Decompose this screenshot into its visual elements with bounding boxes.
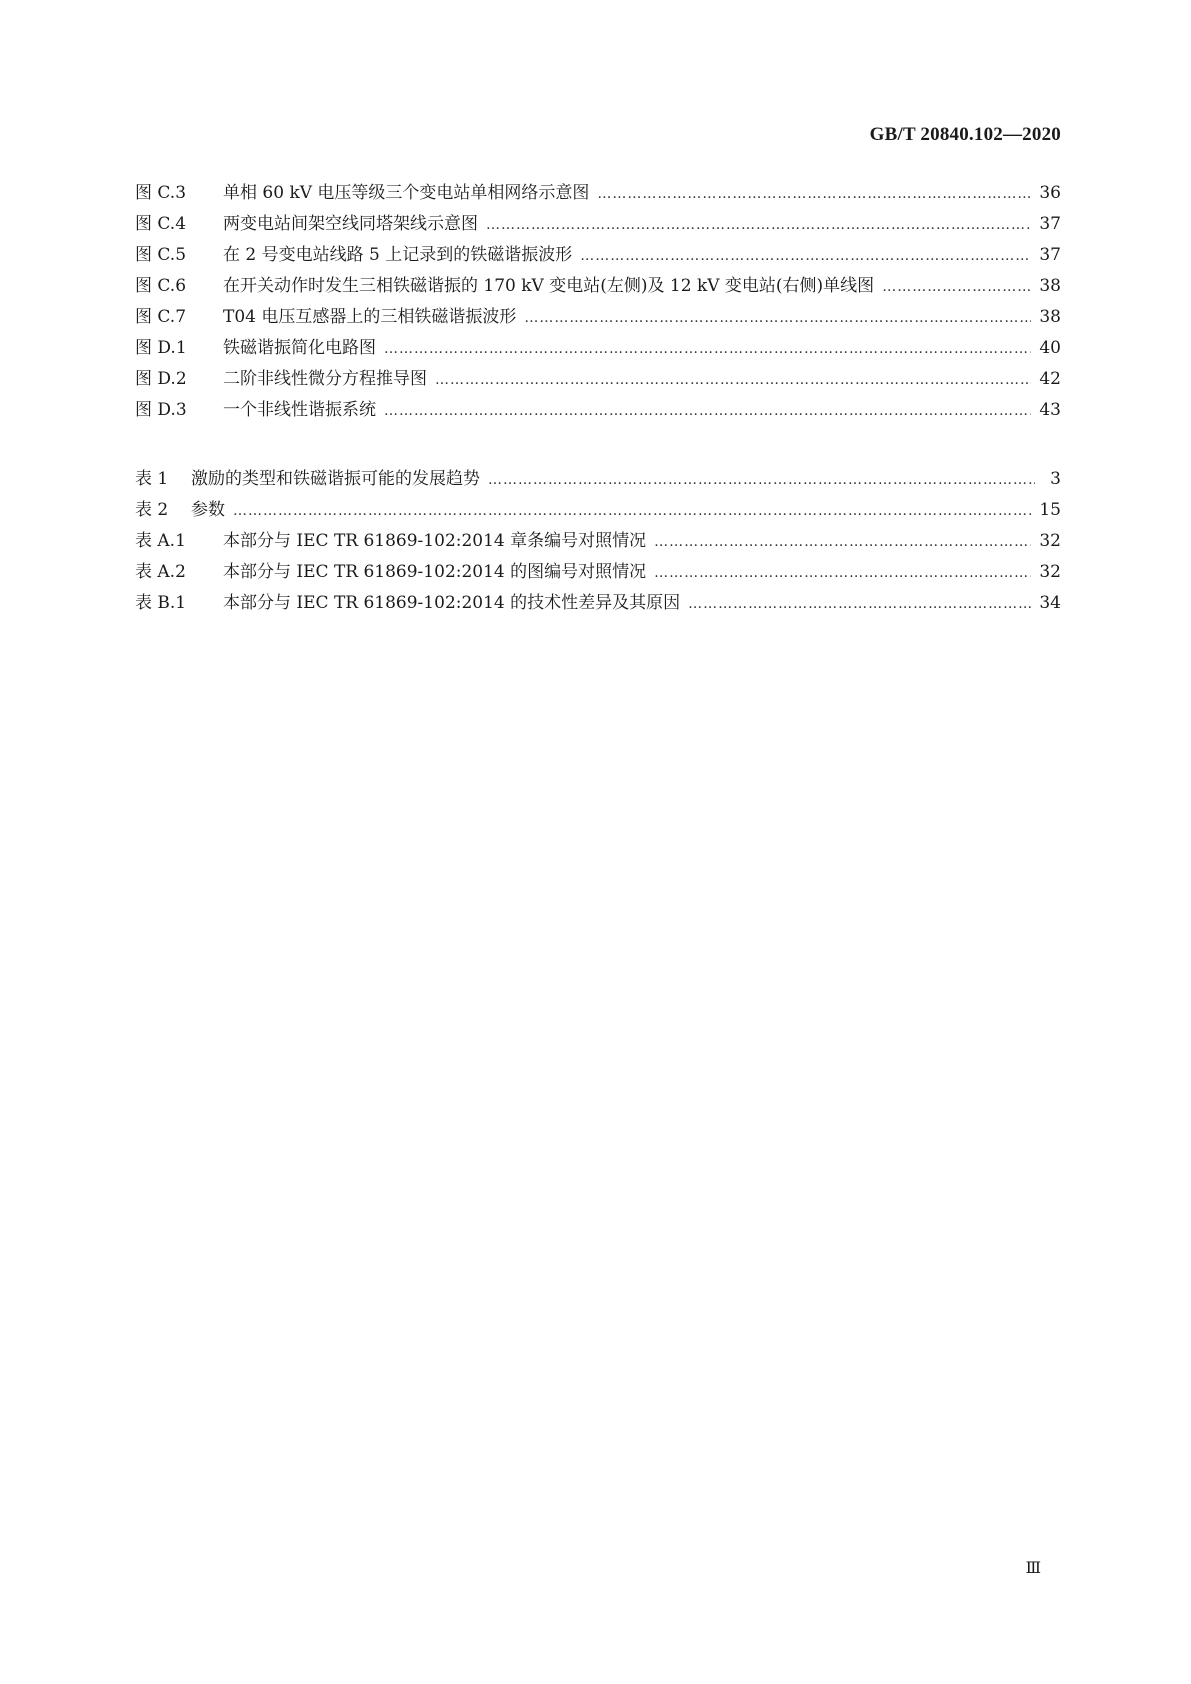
dot-leader: [882, 272, 1031, 303]
toc-entry[interactable]: [135, 302, 1061, 333]
dot-leader: [384, 334, 1031, 365]
entry-title: 在 2 号变电站线路 5 上记录到的铁磁谐振波形: [223, 245, 573, 265]
document-code: GB/T 20840.102—2020: [869, 124, 1061, 145]
toc-entry[interactable]: [135, 395, 1061, 426]
entry-number: 表 1: [135, 469, 169, 489]
entry-number: 图 C.6: [135, 276, 187, 296]
dot-leader: [384, 396, 1031, 427]
entry-title: 本部分与 IEC TR 61869-102:2014 的图编号对照情况: [223, 562, 647, 582]
entry-title: 本部分与 IEC TR 61869-102:2014 的技术性差异及其原因: [223, 593, 681, 613]
toc-entry[interactable]: [135, 526, 1061, 557]
entry-title: T04 电压互感器上的三相铁磁谐振波形: [223, 307, 517, 327]
entry-page: 38: [1039, 307, 1061, 327]
toc-entry[interactable]: [135, 495, 1061, 526]
dot-leader: [486, 210, 1031, 241]
entry-page: 36: [1039, 183, 1061, 203]
toc-entry[interactable]: [135, 557, 1061, 588]
entry-page: 37: [1039, 245, 1061, 265]
entry-page: 32: [1039, 562, 1061, 582]
dot-leader: [654, 558, 1031, 589]
entry-page: 37: [1039, 214, 1061, 234]
entry-title: 一个非线性谐振系统: [223, 400, 376, 420]
toc-entry[interactable]: [135, 209, 1061, 240]
dot-leader: [435, 365, 1031, 396]
dot-leader: [233, 496, 1031, 527]
dot-leader: [654, 527, 1031, 558]
entry-page: 15: [1039, 500, 1061, 520]
toc-entry[interactable]: [135, 240, 1061, 271]
entry-number: 表 B.1: [135, 593, 187, 613]
toc-entry[interactable]: [135, 464, 1061, 495]
entry-number: 表 A.2: [135, 562, 186, 582]
entry-page: 42: [1039, 369, 1061, 389]
dot-leader: [597, 179, 1031, 210]
entry-title: 两变电站间架空线同塔架线示意图: [223, 214, 478, 234]
entry-title: 铁磁谐振简化电路图: [223, 338, 376, 358]
entry-number: 图 D.2: [135, 369, 187, 389]
entry-number: 图 D.1: [135, 338, 187, 358]
entry-title: 在开关动作时发生三相铁磁谐振的 170 kV 变电站(左侧)及 12 kV 变电站(右侧)单线图: [223, 276, 875, 296]
dot-leader: [580, 241, 1031, 272]
toc-entry[interactable]: [135, 364, 1061, 395]
entry-page: 3: [1050, 469, 1061, 489]
page-number: Ⅲ: [1025, 1558, 1041, 1577]
entry-page: 43: [1039, 400, 1061, 420]
entry-number: 表 2: [135, 500, 169, 520]
dot-leader: [688, 589, 1031, 620]
dot-leader: [524, 303, 1031, 334]
toc-entry[interactable]: [135, 588, 1061, 619]
entry-title: 二阶非线性微分方程推导图: [223, 369, 427, 389]
toc-entry[interactable]: [135, 178, 1061, 209]
figure-list: [135, 178, 1061, 426]
entry-title: 激励的类型和铁磁谐振可能的发展趋势: [191, 469, 480, 489]
entry-page: 32: [1039, 531, 1061, 551]
table-list: [135, 464, 1061, 619]
entry-page: 34: [1039, 593, 1061, 613]
dot-leader: [488, 465, 1035, 496]
entry-number: 图 C.5: [135, 245, 187, 265]
entry-number: 图 C.3: [135, 183, 187, 203]
entry-title: 单相 60 kV 电压等级三个变电站单相网络示意图: [223, 183, 590, 203]
toc-entry[interactable]: [135, 271, 1061, 302]
entry-title: 参数: [191, 500, 225, 520]
entry-number: 图 D.3: [135, 400, 187, 420]
entry-title: 本部分与 IEC TR 61869-102:2014 章条编号对照情况: [223, 531, 647, 551]
entry-number: 图 C.7: [135, 307, 187, 327]
entry-page: 40: [1039, 338, 1061, 358]
entry-page: 38: [1039, 276, 1061, 296]
entry-number: 图 C.4: [135, 214, 187, 234]
entry-number: 表 A.1: [135, 531, 186, 551]
toc-entry[interactable]: [135, 333, 1061, 364]
